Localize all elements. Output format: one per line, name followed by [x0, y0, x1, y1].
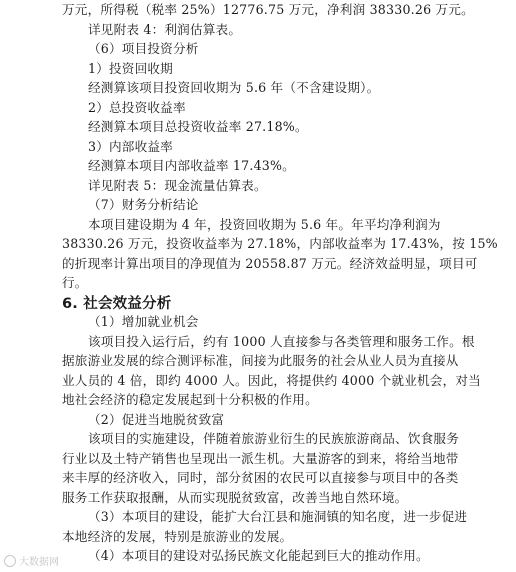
watermark-logo-icon: [4, 555, 16, 567]
paragraph-line: （4）本项目的建设对弘扬民族文化能起到巨大的推动作用。: [88, 548, 429, 563]
paragraph-line: （3）本项目的建设，能扩大台江县和施洞镇的知名度，进一步促进: [88, 509, 468, 524]
paragraph-line: 本项目建设期为 4 年，投资回收期为 5.6 年。年平均净利润为: [88, 217, 441, 232]
watermark: [4, 553, 59, 568]
paragraph-line: 业人员的 4 倍，即约 4000 人。因此，将提供约 4000 个就业机会，对当: [62, 373, 481, 388]
paragraph-line: 行。: [62, 275, 88, 290]
paragraph-line: 3）内部收益率: [88, 139, 173, 154]
paragraph-line: 经测算该项目投资回收期为 5.6 年（不含建设期）。: [88, 80, 380, 95]
section-subheading: （2）促进当地脱贫致富: [88, 412, 225, 427]
watermark-text: 大数据网: [19, 557, 59, 568]
paragraph-line: 据旅游业发展的综合测评标准，间接为此服务的社会从业人员为直接从: [62, 353, 459, 368]
section-subheading: （7）财务分析结论: [88, 197, 199, 212]
paragraph-line: 万元，所得税（税率 25%）12776.75 万元，净利润 38330.26 万元。: [62, 2, 474, 17]
section-subheading: （1）增加就业机会: [88, 314, 199, 329]
paragraph-line: 来丰厚的经济收入，同时，部分贫困的农民可以直接参与项目中的各类: [62, 470, 459, 485]
paragraph-line: 服务工作获取报酬，从而实现脱贫致富，改善当地自然环境。: [62, 490, 408, 505]
section-subheading: （6）项目投资分析: [88, 41, 199, 56]
paragraph-line: 1）投资回收期: [88, 61, 173, 76]
paragraph-line: 该项目投入运行后，约有 1000 人直接参与各类管理和服务工作。根: [88, 334, 475, 349]
paragraph-line: 经测算本项目总投资收益率 27.18%。: [88, 119, 308, 134]
paragraph-line: 该项目的实施建设，伴随着旅游业衍生的民族旅游商品、饮食服务: [88, 431, 460, 446]
paragraph-line: 详见附表 4：利润估算表。: [88, 22, 242, 37]
paragraph-line: 本地经济的发展，特别是旅游业的发展。: [62, 529, 293, 544]
paragraph-line: 经测算本项目内部收益率 17.43%。: [88, 158, 295, 173]
paragraph-line: 地社会经济的稳定发展起到十分积极的作用。: [62, 392, 318, 407]
paragraph-line: 38330.26 万元，投资收益率为 27.18%，内部收益率为 17.43%，按 15%: [62, 236, 498, 251]
paragraph-line: 2）总投资收益率: [88, 100, 186, 115]
paragraph-line: 的折现率计算出项目的净现值为 20558.87 万元。经济效益明显，项目可: [62, 256, 478, 271]
paragraph-line: 行业以及土特产销售也呈现出一派生机。大量游客的到来，将给当地带: [62, 451, 459, 466]
section-heading: 6. 社会效益分析: [62, 296, 172, 312]
paragraph-line: 详见附表 5：现金流量估算表。: [88, 178, 267, 193]
